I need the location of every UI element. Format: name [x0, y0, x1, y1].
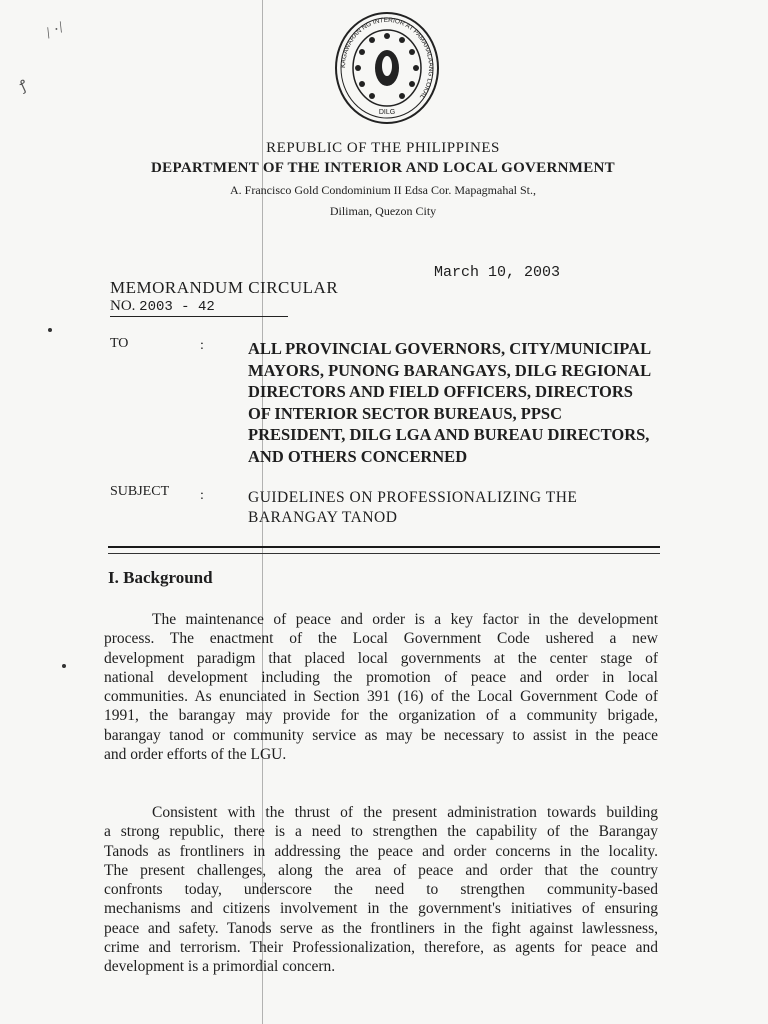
paragraph-line: Tanods as frontliners in addressing the peace and order concerns in the locality.: [104, 842, 658, 860]
stray-dot: [48, 328, 52, 332]
header-address-line1: A. Francisco Gold Condominium II Edsa Cor. Mapagmahal St.,: [230, 183, 536, 197]
stray-mark: / ·/: [43, 18, 67, 43]
recipient-line: OF INTERIOR SECTOR BUREAUS, PPSC: [248, 403, 563, 423]
paragraph-line: crime and terrorism. Their Professionalization, therefore, as agents for peace and: [104, 939, 658, 957]
section-heading: I. Background: [108, 568, 213, 587]
divider-rule: [108, 546, 660, 548]
seal-bottom-text: DILG: [378, 109, 396, 116]
stray-dot: [62, 664, 66, 668]
paragraph-line: confronts today, underscore the need to strengthen community-based: [104, 881, 658, 899]
memo-number-label: NO.: [110, 298, 136, 314]
paragraph-line: development paradigm that placed local governments at the center stage of: [104, 649, 658, 667]
recipient-line: PRESIDENT, DILG LGA AND BUREAU DIRECTORS,: [248, 425, 650, 445]
divider-rule: [108, 553, 660, 554]
paragraph-line: and order efforts of the LGU.: [104, 746, 287, 764]
dilg-seal: [334, 10, 440, 126]
recipient-line: AND OTHERS CONCERNED: [248, 446, 468, 466]
memo-number: [110, 298, 215, 315]
paragraph-line: Consistent with the thrust of the present administration towards building: [152, 804, 658, 821]
paragraph-line: development is a primordial concern.: [104, 958, 336, 976]
subject-line: GUIDELINES ON PROFESSIONALIZING THE: [248, 489, 578, 506]
paragraph-line: barangay tanod or community service as may be necessary to assist in the peace: [104, 726, 658, 744]
header-republic: REPUBLIC OF THE PHILIPPINES: [266, 140, 500, 156]
stray-mark: ꝭ: [17, 78, 30, 95]
recipients-block: [248, 338, 668, 468]
to-label: TO: [110, 336, 129, 351]
paragraph-background-2: [104, 803, 658, 977]
memo-number-underline: [110, 316, 288, 317]
header-department: DEPARTMENT OF THE INTERIOR AND LOCAL GOVERNMENT: [151, 160, 615, 176]
paragraph-line: 1991, the barangay may provide for the organization of a community brigade,: [104, 707, 658, 725]
subject-colon: :: [200, 488, 204, 503]
paragraph-line: mechanisms and citizens involvement in the government's initiatives of ensuring: [104, 900, 658, 918]
memo-title: MEMORANDUM CIRCULAR: [110, 278, 339, 297]
paragraph-line: communities. As enunciated in Section 391 (16) of the Local Government Code of: [104, 688, 658, 706]
memo-date: March 10, 2003: [434, 264, 561, 281]
memo-number-value: 2003 - 42: [139, 299, 215, 315]
paragraph-line: The present challenges, along the area of peace and order that the country: [104, 861, 658, 879]
recipient-line: DIRECTORS AND FIELD OFFICERS, DIRECTORS: [248, 382, 633, 402]
recipient-line: MAYORS, PUNONG BARANGAYS, DILG REGIONAL: [248, 360, 652, 380]
recipient-line: ALL PROVINCIAL GOVERNORS, CITY/MUNICIPAL: [248, 339, 652, 358]
header-address-line2: Diliman, Quezon City: [329, 204, 437, 218]
to-colon: :: [200, 338, 204, 353]
paragraph-line: a strong republic, there is a need to strengthen the capability of the Barangay: [104, 823, 658, 841]
paragraph-line: The maintenance of peace and order is a key factor in the development: [152, 611, 658, 628]
paragraph-line: national development including the promotion of peace and order in local: [104, 668, 658, 686]
seal-ring-text: KAGAWARAN NG INTERIOR AT PAMAHALAANG LOKAL: [339, 16, 435, 101]
subject-block: [248, 488, 668, 528]
paragraph-line: process. The enactment of the Local Government Code ushered a new: [104, 630, 658, 648]
subject-label: SUBJECT: [110, 484, 170, 499]
paragraph-background-1: [104, 610, 658, 764]
subject-line: BARANGAY TANOD: [248, 509, 398, 526]
paragraph-line: peace and safety. Tanods serve as the frontliners in the fight against lawlessness,: [104, 919, 658, 937]
